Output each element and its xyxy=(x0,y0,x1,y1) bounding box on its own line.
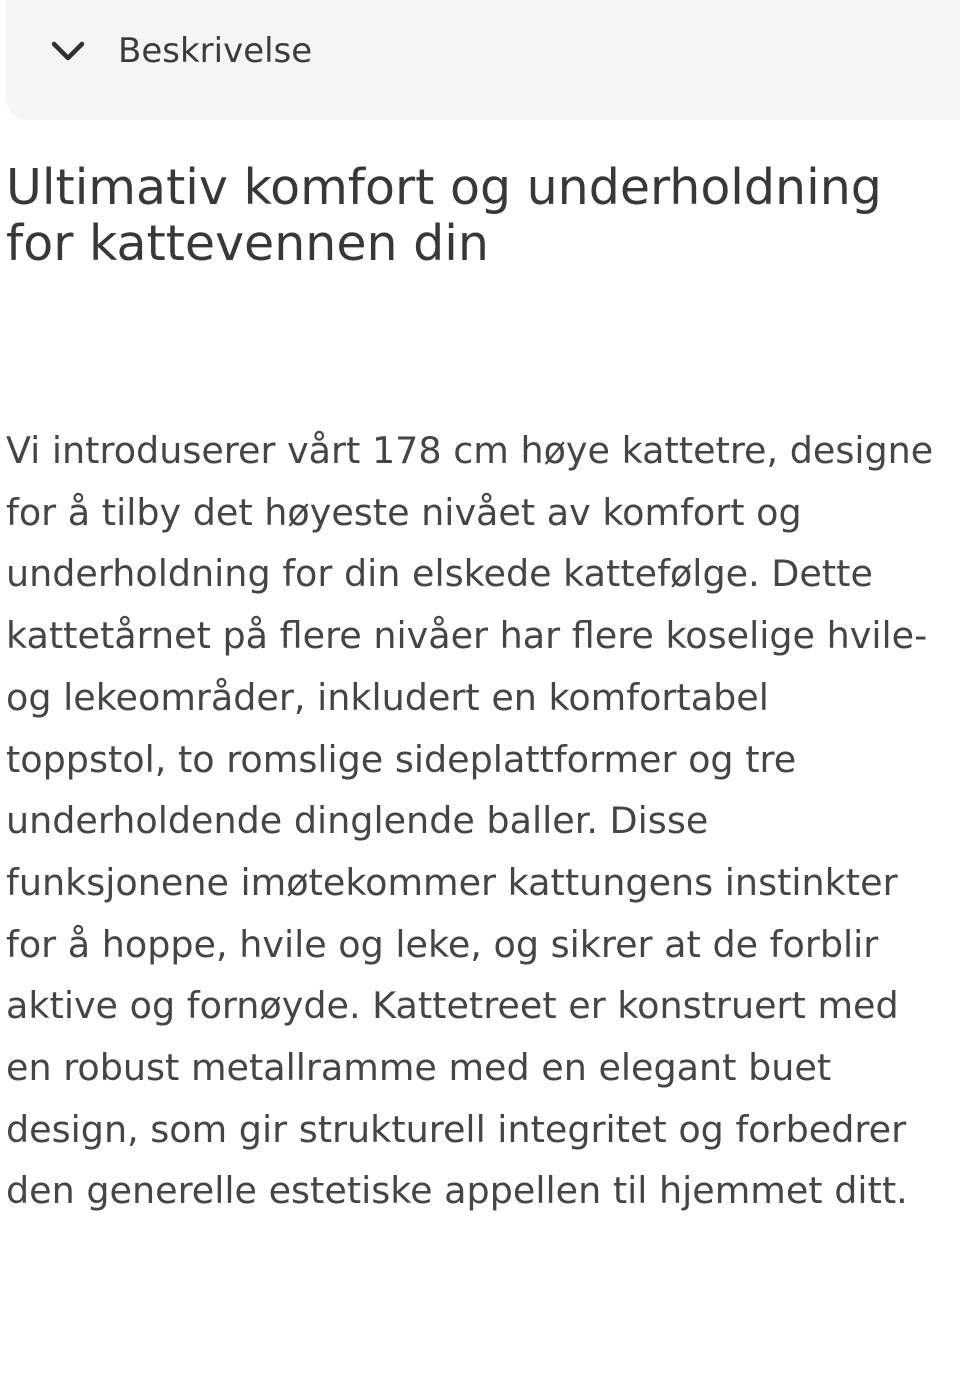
chevron-down-icon[interactable] xyxy=(50,36,86,66)
description-body: Vi introduserer vårt 178 cm høye kattetre, designe for å tilby det høyeste nivået av komfort og underholdning for din elskede kattefølge. Dette kattetårnet på flere nivåer har flere koselige hvile- og lekeområder, inkludert en komfortabel toppstol, to romslige sideplattformer og tre underholdende dinglende baller. Disse funksjonene imøtekommer kattungens instinkter for å hoppe, hvile og leke, og sikrer at de forblir aktive og fornøyde. Kattetreet er konstruert med en robust metallramme med en elegant buet design, som gir strukturell integritet og forbedrer den generelle estetiske appellen til hjemmet ditt. xyxy=(6,429,934,1213)
description-accordion-header[interactable] xyxy=(6,0,960,120)
accordion-title[interactable]: Beskrivelse xyxy=(118,31,313,71)
description-heading: Ultimativ komfort og underholdning for kattevennen din xyxy=(6,159,882,272)
